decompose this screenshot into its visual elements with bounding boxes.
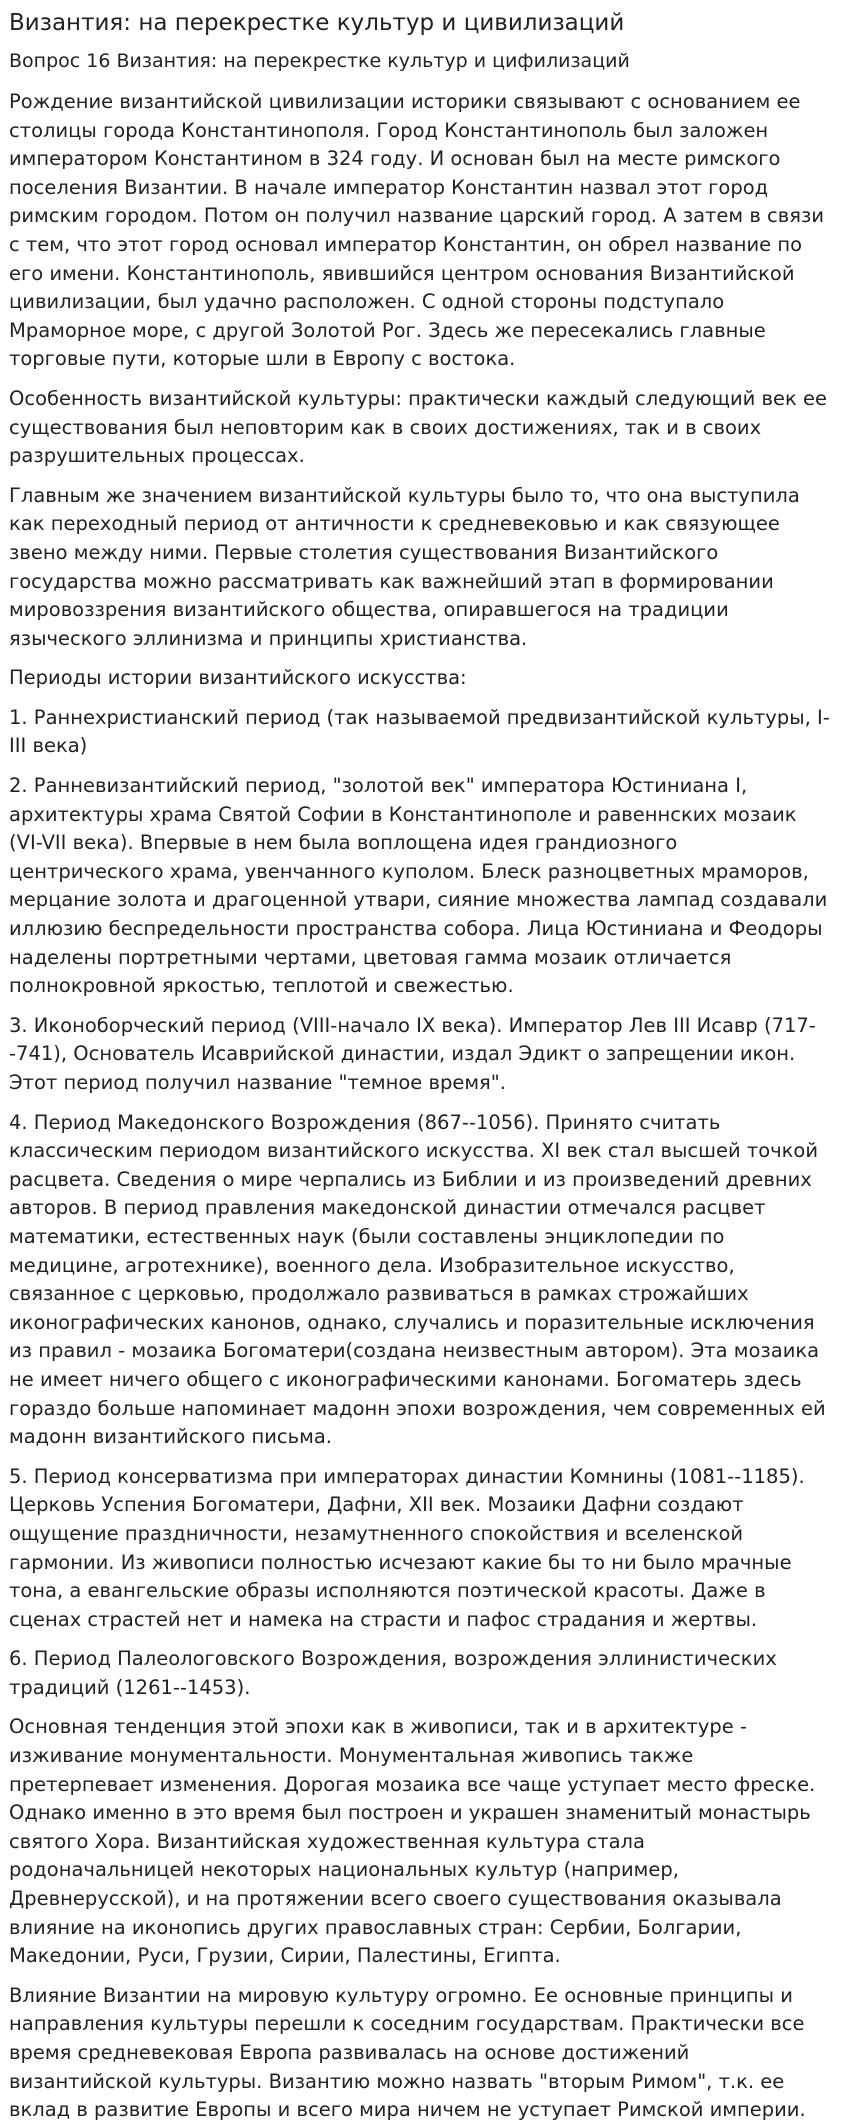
paragraph-period-6: 6. Период Палеологовского Возрождения, возрождения эллинистических традиций (1261--1453). xyxy=(9,1647,777,1699)
paragraph-influence: Влияние Византии на мировую культуру огромно. Ее основные принципы и направления культуры перешли к соседним государствам. Практически все время средневековая Европа развивалась на основе достижений византийской культуры. Византию можно назвать "вторым Римом", т.к. ее вклад в развитие Европы и всего мира ничем не уступает Римской империи. xyxy=(9,1983,806,2122)
paragraph-significance: Главным же значением византийской культуры было то, что она выступила как переходный период от античности к средневековью и как связующее звено между ними. Первые столетия существования Византийского государства можно рассматривать как важнейший этап в формировании мировоззрения византийского общества, опиравшегося на традиции языческого эллинизма и принципы христианства. xyxy=(9,483,800,650)
paragraph-periods-heading: Периоды истории византийского искусства: xyxy=(9,666,467,690)
paragraph-feature: Особенность византийской культуры: практически каждый следующий век ее существования был неповторим как в своих достижениях, так и в своих разрушительных процессах. xyxy=(9,386,827,468)
article-body xyxy=(9,88,835,2125)
page-title: Византия: на перекрестке культур и цивилизаций xyxy=(9,10,625,36)
paragraph-period-2: 2. Ранневизантийский период, "золотой век" императора Юстиниана I, архитектуры храма Святой Софии в Константинополе и равеннских мозаик (VI-VII века). Впервые в нем была воплощена идея грандиозного центрического храма, увенчанного куполом. Блеск разноцветных мраморов, мерцание золота и драгоценной утвари, сияние множества лампад создавали иллюзию беспредельности пространства собора. Лица Юстиниана и Феодоры наделены портретными чертами, цветовая гамма мозаик отличается полнокровной яркостью, теплотой и свежестью. xyxy=(9,774,828,998)
paragraph-period-3: 3. Иконоборческий период (VIII-начало IX века). Император Лев III Исавр (717--741), Основатель Исаврийской династии, издал Эдикт о запрещении икон. Этот период получил название "темное время". xyxy=(9,1013,816,1094)
paragraph-intro: Рождение византийской цивилизации историки связывают с основанием ее столицы города Константинополя. Город Константинополь был заложен императором Константином в 324 году. И основан был на месте римского поселения Византии. В начале император Константин назвал этот город римским городом. Потом он получил название царский город. А затем в связи с тем, что этот город основал император Константин, он обрел название по его имени. Константинополь, явившийся центром основания Византийской цивилизации, был удачно расположен. С одной стороны подступало Мраморное море, с другой Золотой Рог. Здесь же пересекались главные торговые пути, которые шли в Европу с востока. xyxy=(9,90,824,371)
paragraph-period-1: 1. Раннехристианский период (так называемой предвизантийской культуры, I-III века) xyxy=(9,705,830,758)
question-subtitle: Вопрос 16 Византия: на перекрестке культур и цифилизаций xyxy=(9,50,630,72)
paragraph-main-trend: Основная тенденция этой эпохи как в живописи, так и в архитектуре - изживание монументальности. Монументальная живопись также претерпевает изменения. Дорогая мозаика все чаще уступает место фреске. Однако именно в это время был построен и украшен знаменитый монастырь святого Хора. Византийская художественная культура стала родоначальницей некоторых национальных культур (например, Древнерусской), и на протяжении всего своего существования оказывала влияние на иконопись других православных стран: Сербии, Болгарии, Македонии, Руси, Грузии, Сирии, Палестины, Египта. xyxy=(9,1715,816,1968)
paragraph-period-5: 5. Период консерватизма при императорах династии Комнины (1081--1185). Церковь Успения Богоматери, Дафни, XII век. Мозаики Дафни создают ощущение праздничности, незамутненного спокойствия и вселенской гармонии. Из живописи полностью исчезают какие бы то ни было мрачные тона, а евангельские образы исполняются поэтической красоты. Даже в сценах страстей нет и намека на страсти и пафос страдания и жертвы. xyxy=(9,1464,805,1631)
paragraph-period-4: 4. Период Македонского Возрождения (867--1056). Принято считать классическим периодом византийского искусства. XI век стал высшей точкой расцвета. Сведения о мире черпались из Библии и из произведений древних авторов. В период правления македонской династии отмечался расцвет математики, естественных наук (были составлены энциклопедии по медицине, агротехнике), военного дела. Изобразительное искусство, связанное с церковью, продолжало развиваться в рамках строжайших иконографических канонов, однако, случались и поразительные исключения из правил - мозаика Богоматери(создана неизвестным автором). Эта мозаика не имеет ничего общего с иконографическими канонами. Богоматерь здесь гораздо больше напоминает мадонн эпохи возрождения, чем современных ей мадонн византийского письма. xyxy=(9,1110,826,1449)
